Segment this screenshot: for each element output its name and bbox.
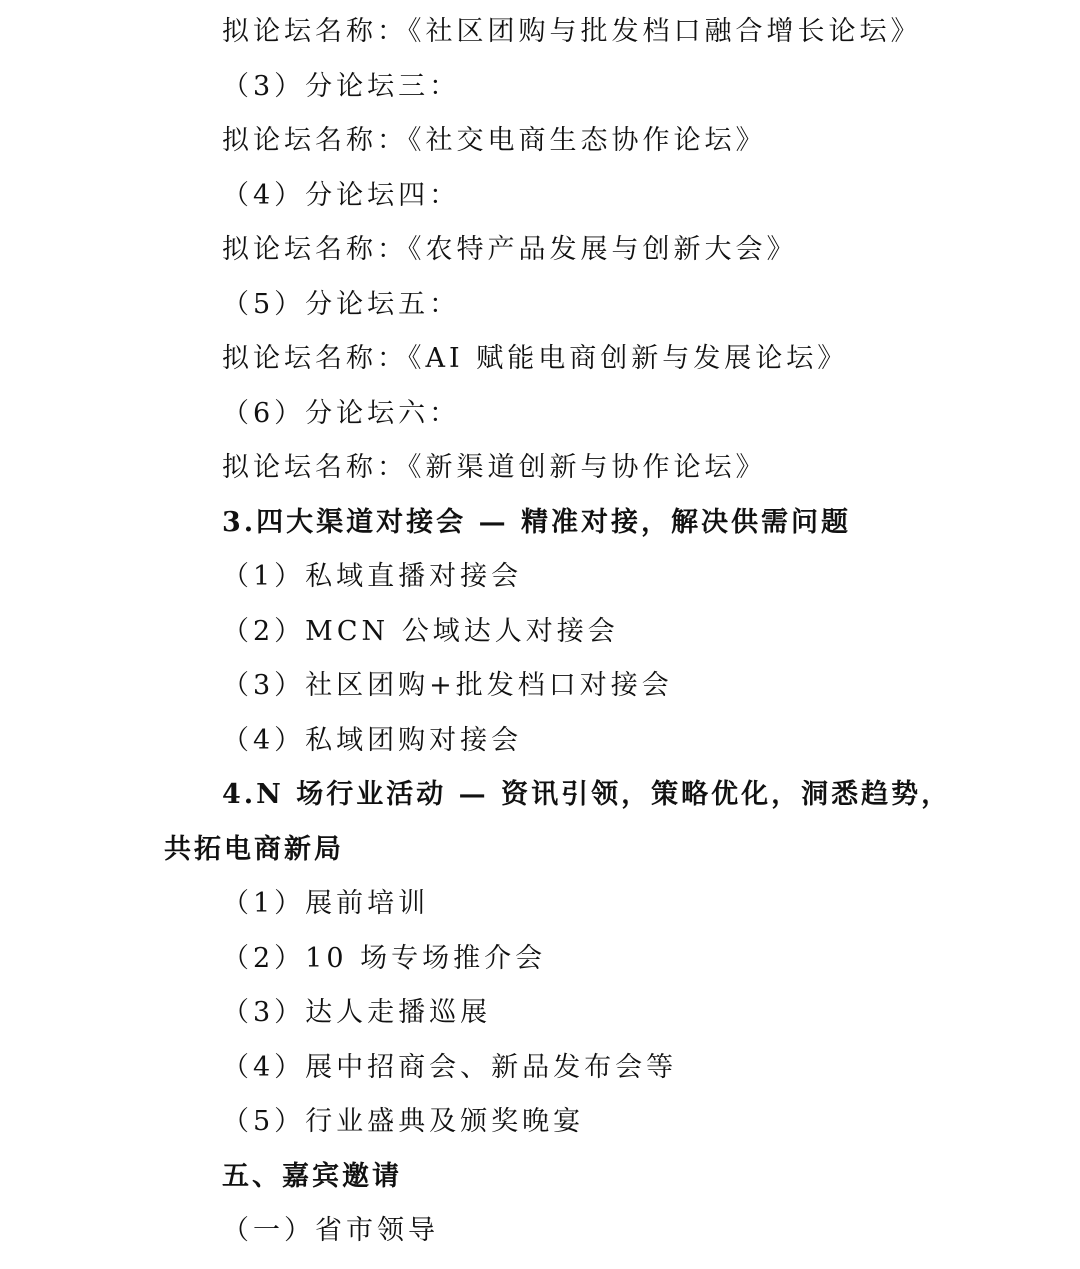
section-heading-channel-matchmaking: 3.四大渠道对接会 — 精准对接，解决供需问题 — [222, 507, 851, 538]
forum-name-line: 拟论坛名称：《农特产品发展与创新大会》 — [222, 234, 798, 265]
sub-forum-3-heading: （3）分论坛三： — [222, 71, 461, 102]
list-item: （1）展前培训 — [222, 888, 430, 919]
forum-name-line: 拟论坛名称：《社交电商生态协作论坛》 — [222, 125, 767, 156]
list-item: （3）达人走播巡展 — [222, 997, 492, 1028]
chapter-heading-guest-invitation: 五、嘉宾邀请 — [222, 1161, 402, 1192]
list-item: （1）私域直播对接会 — [222, 561, 523, 592]
subsection-heading-officials: （一）省市领导 — [222, 1215, 439, 1246]
list-item: （2）MCN 公域达人对接会 — [222, 616, 619, 647]
list-item: （4）私域团购对接会 — [222, 725, 523, 756]
sub-forum-4-heading: （4）分论坛四： — [222, 180, 461, 211]
section-heading-continuation: 共拓电商新局 — [164, 834, 344, 865]
list-item: （3）社区团购+批发档口对接会 — [222, 670, 673, 701]
forum-name-line: 拟论坛名称：《社区团购与批发档口融合增长论坛》 — [222, 16, 922, 47]
forum-name-line: 拟论坛名称：《新渠道创新与协作论坛》 — [222, 452, 767, 483]
sub-forum-6-heading: （6）分论坛六： — [222, 398, 461, 429]
sub-forum-5-heading: （5）分论坛五： — [222, 289, 461, 320]
forum-name-line: 拟论坛名称：《AI 赋能电商创新与发展论坛》 — [222, 343, 849, 374]
list-item: （2）10 场专场推介会 — [222, 943, 547, 974]
list-item: （4）展中招商会、新品发布会等 — [222, 1052, 678, 1083]
list-item: （5）行业盛典及颁奖晚宴 — [222, 1106, 585, 1137]
section-heading-industry-events: 4.N 场行业活动 — 资讯引领，策略优化，洞悉趋势， — [222, 779, 952, 810]
